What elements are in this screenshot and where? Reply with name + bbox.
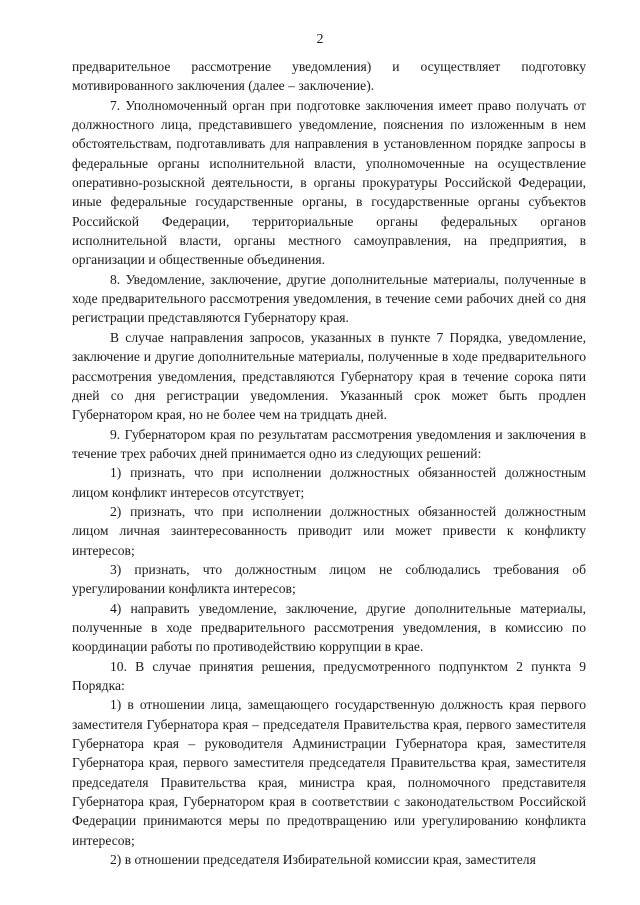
paragraph-item-8: 8. Уведомление, заключение, другие дополнительные материалы, полученные в ходе предварительного рассмотрения уведомления, в течение семи рабочих дней со дня регистрации представляются Губернатору края. [72, 271, 586, 326]
document-body [72, 57, 586, 869]
paragraph-item-9-1: 1) признать, что при исполнении должностных обязанностей должностным лицом конфликт интересов отсутствует; [72, 465, 586, 500]
paragraph-item-9-2: 2) признать, что при исполнении должностных обязанностей должностным лицом личная заинтересованность приводит или может привести к конфликту интересов; [72, 503, 586, 558]
paragraph-item-9: 9. Губернатором края по результатам рассмотрения уведомления и заключения в течение трех рабочих дней принимается одно из следующих решений: [72, 426, 586, 461]
paragraph-item-10-2: 2) в отношении председателя Избирательной комиссии края, заместителя [110, 852, 536, 868]
page-number: 2 [316, 32, 324, 47]
paragraph-item-9-4: 4) направить уведомление, заключение, другие дополнительные материалы, полученные в ходе предварительного рассмотрения уведомления, в комиссию по координации работы по противодействию коррупции в крае. [72, 600, 586, 655]
paragraph-item-10: 10. В случае принятия решения, предусмотренного подпунктом 2 пункта 9 Порядка: [72, 658, 586, 693]
paragraph-item-9-3: 3) признать, что должностным лицом не соблюдались требования об урегулировании конфликта интересов; [72, 561, 586, 597]
paragraph-item-10-1: 1) в отношении лица, замещающего государственную должность края первого заместителя Губернатора края – председателя Правительства края, первого заместителя Губернатора края – руководителя Администрации Губернатора края, заместителя Губернатора края, первого заместителя председателя Правительства края, заместителя председателя Правительства края, министра края, полномочного представителя Губернатора края, Губернатором края в соответствии с законодательством Российской Федерации принимаются меры по предотвращению или урегулированию конфликта интересов; [72, 697, 586, 848]
paragraph-item-8-requests: В случае направления запросов, указанных в пункте 7 Порядка, уведомление, заключение и другие дополнительные материалы, полученные в ходе предварительного рассмотрения уведомления, представляются Губернатору края в течение сорока пяти дней со дня регистрации уведомления. Указанный срок может быть продлен Губернатором края, но не более чем на тридцать дней. [72, 329, 586, 423]
paragraph-item-7: 7. Уполномоченный орган при подготовке заключения имеет право получать от должностного лица, представившего уведомление, пояснения по изложенным в нем обстоятельствам, подготавливать для направления в установленном порядке запросы в федеральные органы исполнительной власти, уполномоченные на осуществление оперативно-розыскной деятельности, в органы прокуратуры Российской Федерации, иные федеральные государственные органы, в государственные органы субъектов Российской Федерации, территориальные органы федеральных органов исполнительной власти, органы местного самоуправления, на предприятия, в организации и общественные объединения. [72, 97, 586, 268]
paragraph-continuation: предварительное рассмотрение уведомления) и осуществляет подготовку мотивированного заключения (далее – заключение). [72, 59, 586, 94]
